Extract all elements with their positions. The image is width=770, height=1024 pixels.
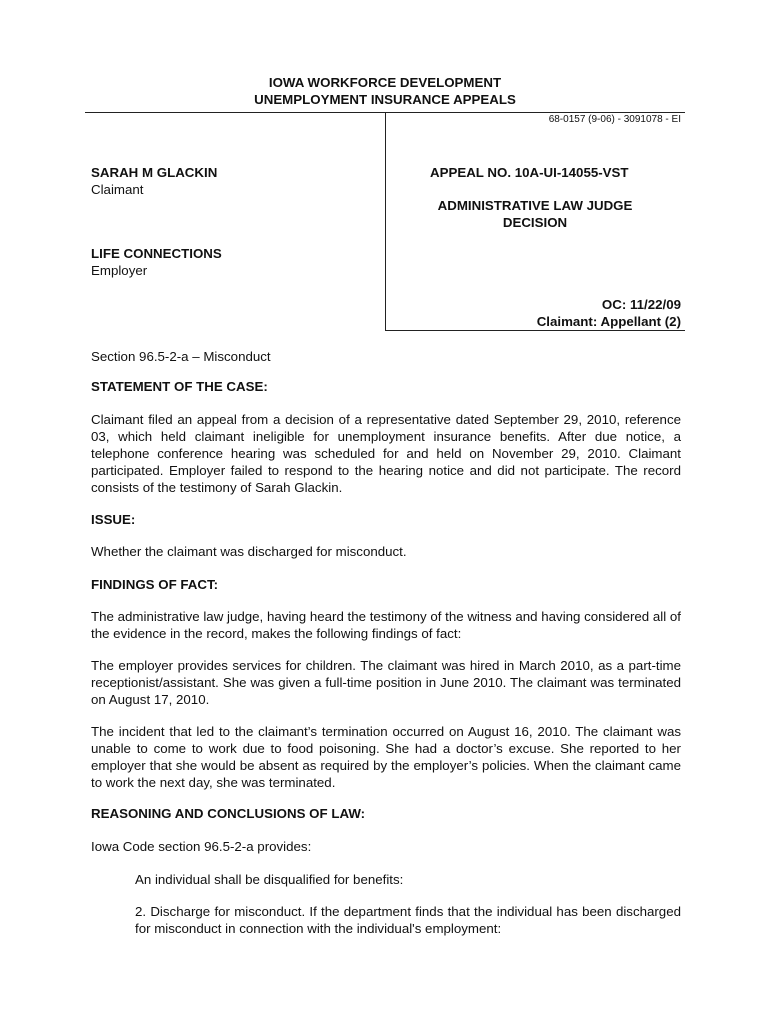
decision-title-line2: DECISION <box>502 215 568 230</box>
code-intro: Iowa Code section 96.5-2-a provides: <box>91 839 312 854</box>
statement-heading: STATEMENT OF THE CASE: <box>91 379 268 394</box>
claimant-name: SARAH M GLACKIN <box>91 165 218 180</box>
header-divider <box>385 112 386 330</box>
claimant-role: Claimant <box>91 182 144 197</box>
findings-paragraph-2: The incident that led to the claimant’s termination occurred on August 16, 2010. The claimant was unable to come to work due to food poisoning. She had a doctor’s excuse. She reported to her employer that she would be absent as required by the employer’s policies. When the claimant came to work the next day, she was terminated. <box>91 724 681 790</box>
employer-name: LIFE CONNECTIONS <box>91 246 222 261</box>
division-title: UNEMPLOYMENT INSURANCE APPEALS <box>254 92 516 107</box>
form-code: 68-0157 (9-06) - 3091078 - EI <box>548 114 681 125</box>
issue-heading: ISSUE: <box>91 512 136 527</box>
claimant-status: Claimant: Appellant (2) <box>536 314 681 329</box>
employer-role: Employer <box>91 263 148 278</box>
statement-text: Claimant filed an appeal from a decision of a representative dated September 29, 2010, reference 03, which held claimant ineligible for unemployment insurance benefits. After due notice, a telephone conference hearing was scheduled for and held on November 29, 2010. Claimant participated. Employer failed to respond to the hearing notice and did not participate. The record consists of the testimony of Sarah Glackin. <box>91 412 681 495</box>
findings-paragraph-1: The employer provides services for children. The claimant was hired in March 2010, as a part-time receptionist/assistant. She was given a full-time position in June 2010. The claimant was terminated on August 17, 2010. <box>91 658 681 707</box>
quote-line-2: 2. Discharge for misconduct. If the department finds that the individual has been discharged for misconduct in connection with the individual's employment: <box>135 904 681 936</box>
decision-title-line1: ADMINISTRATIVE LAW JUDGE <box>437 198 633 213</box>
findings-intro: The administrative law judge, having heard the testimony of the witness and having considered all of the evidence in the record, makes the following findings of fact: <box>91 609 681 641</box>
oc-date: OC: 11/22/09 <box>601 297 681 312</box>
header-bottom-rule <box>385 330 685 331</box>
reasoning-heading: REASONING AND CONCLUSIONS OF LAW: <box>91 806 366 821</box>
issue-text: Whether the claimant was discharged for misconduct. <box>91 544 407 559</box>
appeal-number: APPEAL NO. 10A-UI-14055-VST <box>430 165 629 180</box>
findings-heading: FINDINGS OF FACT: <box>91 577 219 592</box>
agency-title: IOWA WORKFORCE DEVELOPMENT <box>268 75 502 90</box>
quote-line-1: An individual shall be disqualified for benefits: <box>135 872 404 887</box>
section-reference: Section 96.5-2-a – Misconduct <box>91 349 271 364</box>
